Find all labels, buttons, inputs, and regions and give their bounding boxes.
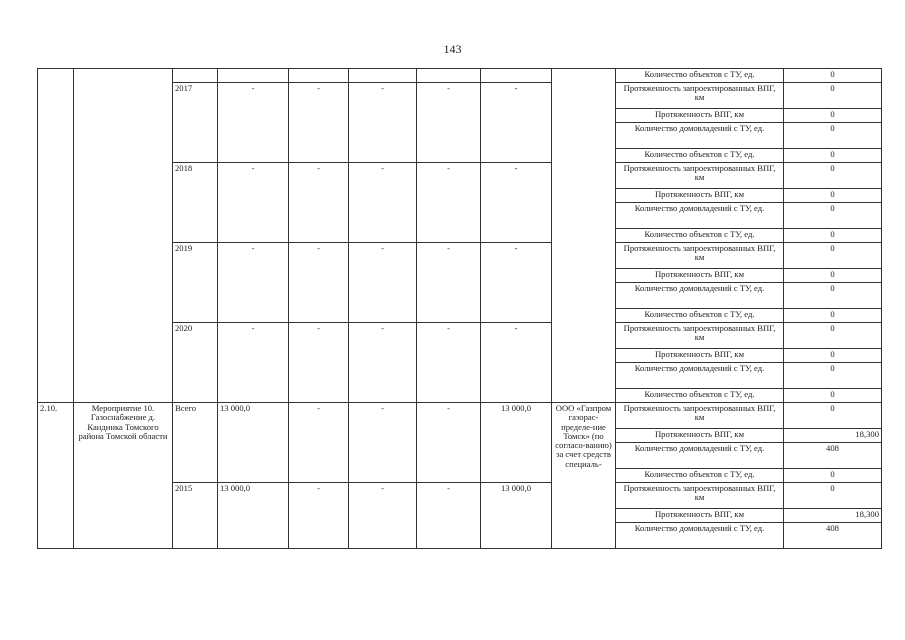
- metric-label: Протяженность ВПГ, км: [616, 269, 784, 283]
- metric-label: Протяженность ВПГ, км: [616, 109, 784, 123]
- finance-total: -: [218, 163, 289, 243]
- metric-label: Протяженность ВПГ, км: [616, 509, 784, 523]
- finance-total: 13 000,0: [218, 403, 289, 483]
- metric-value: 0: [784, 149, 882, 163]
- metric-label: Протяженность ВПГ, км: [616, 189, 784, 203]
- finance-regional: -: [349, 83, 417, 163]
- finance-total: -: [218, 83, 289, 163]
- finance-offbudget: -: [481, 323, 552, 403]
- finance-total: 13 000,0: [218, 483, 289, 549]
- finance-regional: -: [349, 403, 417, 483]
- finance-local: -: [417, 83, 481, 163]
- executor-cell: ООО «Газпром газорас-пределе-ние Томск» (по согласо-ванию) за счет средств специаль-: [552, 403, 616, 549]
- finance-offbudget: -: [481, 83, 552, 163]
- continued-number-cell: [38, 69, 74, 403]
- metric-value: 0: [784, 229, 882, 243]
- metric-label: Протяженность ВПГ, км: [616, 349, 784, 363]
- finance-local: -: [417, 403, 481, 483]
- continued-name-cell: [74, 69, 173, 403]
- finance-federal: -: [289, 243, 349, 323]
- event-number: 2.10.: [38, 403, 74, 549]
- finance-total: -: [218, 323, 289, 403]
- year-cell: 2015: [173, 483, 218, 549]
- metric-label: Количество домовладений с ТУ, ед.: [616, 123, 784, 149]
- metric-label: Количество домовладений с ТУ, ед.: [616, 203, 784, 229]
- empty-cell: [218, 69, 289, 83]
- year-cell: 2018: [173, 163, 218, 243]
- metric-value: 408: [784, 443, 882, 469]
- metric-label: Количество домовладений с ТУ, ед.: [616, 523, 784, 549]
- metric-label: Количество объектов с ТУ, ед.: [616, 149, 784, 163]
- metric-label: Количество объектов с ТУ, ед.: [616, 469, 784, 483]
- metric-label: Количество объектов с ТУ, ед.: [616, 309, 784, 323]
- metric-label: Протяженность запроектированных ВПГ, км: [616, 403, 784, 429]
- metric-value: 18,300: [784, 429, 882, 443]
- metric-label: Количество домовладений с ТУ, ед.: [616, 443, 784, 469]
- empty-cell: [349, 69, 417, 83]
- finance-federal: -: [289, 163, 349, 243]
- continued-executor-cell: [552, 69, 616, 403]
- empty-cell: [417, 69, 481, 83]
- metric-value: 0: [784, 163, 882, 189]
- finance-local: -: [417, 483, 481, 549]
- metric-label: Количество домовладений с ТУ, ед.: [616, 363, 784, 389]
- metric-value: 0: [784, 189, 882, 203]
- metric-label: Протяженность запроектированных ВПГ, км: [616, 163, 784, 189]
- finance-total: -: [218, 243, 289, 323]
- finance-federal: -: [289, 483, 349, 549]
- finance-local: -: [417, 243, 481, 323]
- metric-value: 0: [784, 323, 882, 349]
- metric-label: Количество домовладений с ТУ, ед.: [616, 283, 784, 309]
- finance-federal: -: [289, 403, 349, 483]
- metric-label: Количество объектов с ТУ, ед.: [616, 69, 784, 83]
- metric-value: 0: [784, 403, 882, 429]
- finance-offbudget: -: [481, 243, 552, 323]
- metric-value: 0: [784, 283, 882, 309]
- empty-cell: [481, 69, 552, 83]
- finance-offbudget: -: [481, 163, 552, 243]
- metric-label: Количество объектов с ТУ, ед.: [616, 229, 784, 243]
- metric-label: Количество объектов с ТУ, ед.: [616, 389, 784, 403]
- finance-local: -: [417, 163, 481, 243]
- year-cell: 2020: [173, 323, 218, 403]
- metric-value: 0: [784, 203, 882, 229]
- year-cell: 2017: [173, 83, 218, 163]
- metric-label: Протяженность запроектированных ВПГ, км: [616, 243, 784, 269]
- metric-value: 0: [784, 389, 882, 403]
- finance-regional: -: [349, 483, 417, 549]
- program-table: [37, 68, 882, 549]
- metric-label: Протяженность запроектированных ВПГ, км: [616, 483, 784, 509]
- metric-value: 0: [784, 349, 882, 363]
- metric-value: 0: [784, 483, 882, 509]
- metric-value: 0: [784, 363, 882, 389]
- empty-cell: [173, 69, 218, 83]
- metric-value: 0: [784, 69, 882, 83]
- finance-offbudget: 13 000,0: [481, 483, 552, 549]
- finance-regional: -: [349, 163, 417, 243]
- finance-regional: -: [349, 323, 417, 403]
- metric-label: Протяженность запроектированных ВПГ, км: [616, 323, 784, 349]
- finance-offbudget: 13 000,0: [481, 403, 552, 483]
- finance-federal: -: [289, 83, 349, 163]
- year-cell: 2019: [173, 243, 218, 323]
- metric-value: 0: [784, 243, 882, 269]
- event-name: Мероприятие 10. Газоснабжение д. Кандинка Томского района Томской области: [74, 403, 173, 549]
- metric-value: 0: [784, 109, 882, 123]
- metric-value: 18,300: [784, 509, 882, 523]
- metric-label: Протяженность запроектированных ВПГ, км: [616, 83, 784, 109]
- empty-cell: [289, 69, 349, 83]
- year-cell: Всего: [173, 403, 218, 483]
- metric-value: 0: [784, 309, 882, 323]
- finance-local: -: [417, 323, 481, 403]
- metric-value: 0: [784, 469, 882, 483]
- finance-federal: -: [289, 323, 349, 403]
- metric-value: 0: [784, 83, 882, 109]
- page-number: 143: [443, 42, 462, 56]
- finance-regional: -: [349, 243, 417, 323]
- metric-value: 408: [784, 523, 882, 549]
- metric-label: Протяженность ВПГ, км: [616, 429, 784, 443]
- metric-value: 0: [784, 269, 882, 283]
- metric-value: 0: [784, 123, 882, 149]
